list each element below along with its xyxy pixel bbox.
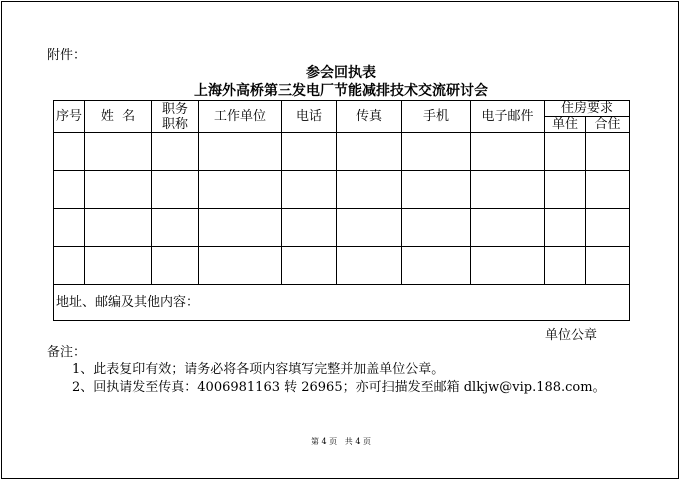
cell-mobile[interactable] — [402, 209, 471, 247]
conference-title: 上海外高桥第三发电厂节能减排技术交流研讨会 — [194, 83, 488, 99]
cell-position[interactable] — [152, 209, 199, 247]
cell-no[interactable] — [54, 171, 85, 209]
address-label: 地址、邮编及其他内容： — [56, 295, 200, 310]
header-single-room: 单住 — [545, 117, 586, 133]
header-position — [152, 101, 199, 133]
header-fax: 传真 — [337, 101, 402, 133]
form-title: 参会回执表 — [306, 65, 376, 81]
cell-position[interactable] — [152, 133, 199, 171]
header-shared-room: 合住 — [586, 117, 630, 133]
cell-unit[interactable] — [199, 209, 282, 247]
header-mobile: 手机 — [402, 101, 471, 133]
cell-shared[interactable] — [586, 133, 630, 171]
cell-single[interactable] — [545, 133, 586, 171]
cell-mobile[interactable] — [402, 171, 471, 209]
cell-fax[interactable] — [337, 247, 402, 285]
cell-unit[interactable] — [199, 171, 282, 209]
header-phone: 电话 — [282, 101, 337, 133]
cell-mobile[interactable] — [402, 133, 471, 171]
header-no: 序号 — [54, 101, 85, 133]
header-position-line2: 职称 — [161, 116, 188, 132]
cell-phone[interactable] — [282, 171, 337, 209]
cell-shared[interactable] — [586, 247, 630, 285]
table-row — [54, 247, 630, 285]
registration-table — [53, 100, 630, 321]
cell-fax[interactable] — [337, 209, 402, 247]
cell-phone[interactable] — [282, 209, 337, 247]
header-email: 电子邮件 — [471, 101, 545, 133]
cell-single[interactable] — [545, 171, 586, 209]
table-row — [54, 171, 630, 209]
cell-name[interactable] — [85, 209, 152, 247]
cell-no[interactable] — [54, 133, 85, 171]
page-number: 第 4 页 共 4 页 — [311, 437, 371, 446]
cell-name[interactable] — [85, 133, 152, 171]
cell-name[interactable] — [85, 171, 152, 209]
cell-phone[interactable] — [282, 247, 337, 285]
cell-position[interactable] — [152, 171, 199, 209]
cell-fax[interactable] — [337, 171, 402, 209]
notes-heading: 备注： — [47, 345, 87, 360]
header-position-line1: 职务 — [161, 101, 188, 117]
cell-single[interactable] — [545, 247, 586, 285]
cell-email[interactable] — [471, 171, 545, 209]
note-item: 1、此表复印有效；请务必将各项内容填写完整并加盖单位公章。 — [72, 362, 445, 377]
cell-unit[interactable] — [199, 133, 282, 171]
attachment-label: 附件： — [47, 48, 87, 63]
cell-email[interactable] — [471, 133, 545, 171]
cell-shared[interactable] — [586, 171, 630, 209]
cell-email[interactable] — [471, 209, 545, 247]
table-row — [54, 133, 630, 171]
table-row — [54, 209, 630, 247]
header-name: 姓 名 — [85, 101, 152, 133]
cell-position[interactable] — [152, 247, 199, 285]
note-item: 2、回执请发至传真：4006981163 转 26965；亦可扫描发至邮箱 dlkjw@vip.188.com。 — [72, 380, 606, 395]
header-unit: 工作单位 — [199, 101, 282, 133]
header-housing: 住房要求 — [545, 101, 630, 117]
address-row[interactable] — [54, 285, 630, 321]
cell-no[interactable] — [54, 247, 85, 285]
cell-unit[interactable] — [199, 247, 282, 285]
cell-single[interactable] — [545, 209, 586, 247]
cell-phone[interactable] — [282, 133, 337, 171]
cell-fax[interactable] — [337, 133, 402, 171]
cell-name[interactable] — [85, 247, 152, 285]
cell-no[interactable] — [54, 209, 85, 247]
unit-seal-label: 单位公章 — [545, 328, 598, 343]
cell-shared[interactable] — [586, 209, 630, 247]
cell-email[interactable] — [471, 247, 545, 285]
cell-mobile[interactable] — [402, 247, 471, 285]
